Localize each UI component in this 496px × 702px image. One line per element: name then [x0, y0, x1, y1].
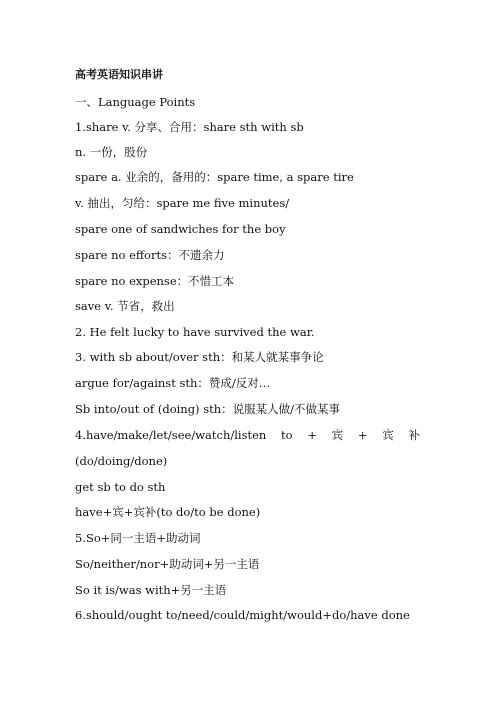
document-title: 高考英语知识串讲	[75, 68, 163, 81]
text-line: 1.share v. 分享、合用：share sth with sb	[75, 120, 304, 134]
text-line: get sb to do sth	[75, 480, 166, 494]
text-line: n. 一份，股份	[75, 145, 148, 159]
text-fragment: to	[281, 428, 293, 442]
text-line: So/neither/nor+助动词+另一主语	[75, 557, 260, 571]
text-line: spare one of sandwiches for the boy	[75, 222, 286, 236]
text-line: save v. 节省，救出	[75, 299, 175, 313]
text-line: spare no expense：不惜工本	[75, 274, 235, 288]
text-line: Sb into/out of (doing) sth：说服某人做/不做某事	[75, 402, 341, 416]
text-fragment: +	[357, 428, 368, 442]
text-line: (do/doing/done)	[75, 454, 168, 468]
text-line: 6.should/ought to/need/could/might/would+do/have done	[75, 608, 410, 622]
text-line: spare a. 业余的，备用的：spare time, a spare tire	[75, 170, 354, 184]
text-line: 2. He felt lucky to have survived the war.	[75, 325, 315, 339]
text-fragment: 4.have/make/let/see/watch/listen	[75, 428, 267, 442]
text-line: 3. with sb about/over sth：和某人就某事争论	[75, 350, 324, 364]
text-line: v. 抽出，匀给：spare me five minutes/	[75, 196, 290, 210]
text-line: have+宾+宾补(to do/to be done)	[75, 505, 261, 519]
text-fragment: 宾	[382, 428, 394, 442]
section-heading: 一、Language Points	[75, 95, 196, 109]
text-line: spare no efforts：不遗余力	[75, 248, 225, 262]
text-line: So it is/was with+另一主语	[75, 583, 227, 597]
text-line: argue for/against sth：赞成/反对…	[75, 376, 271, 390]
text-fragment: 宾	[331, 428, 344, 442]
text-line: 5.So+同一主语+助动词	[75, 531, 201, 545]
text-fragment: 补	[408, 428, 420, 442]
text-fragment: +	[307, 428, 317, 442]
justified-text-line	[75, 428, 420, 442]
